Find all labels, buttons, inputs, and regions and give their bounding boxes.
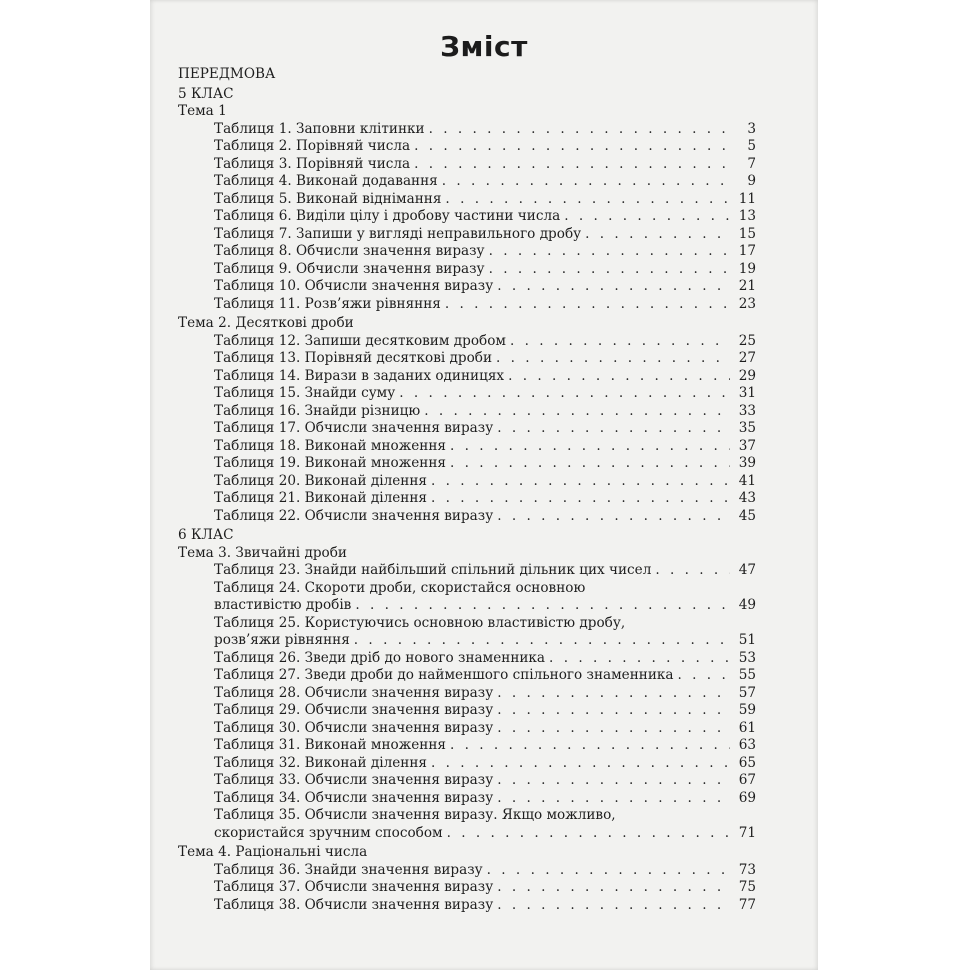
- toc-entry-label: Таблиця 9. Обчисли значення виразу: [214, 260, 485, 277]
- toc-entry-label: Таблиця 12. Запиши десятковим дробом: [214, 332, 506, 349]
- toc-entry-label: Таблиця 34. Обчисли значення виразу: [214, 789, 494, 806]
- dot-leader: [497, 720, 730, 738]
- preface-heading: ПЕРЕДМОВА: [178, 66, 276, 82]
- page-number: 7: [747, 155, 756, 172]
- page-number: 21: [738, 278, 756, 294]
- toc-entry: [178, 632, 756, 650]
- toc-entry-text: Таблиця 24. Скороти дроби, скористайся основною: [214, 579, 586, 596]
- toc-entry-label: Таблиця 3. Порівняй числа: [214, 155, 411, 172]
- toc-entry-label: Таблиця 13. Порівняй десяткові дроби: [214, 350, 493, 366]
- toc-entry: [178, 121, 756, 139]
- table-of-contents: [178, 66, 756, 914]
- toc-entry-label: Таблиця 11. Розв’яжи рівняння: [214, 295, 441, 312]
- dot-leader: [497, 278, 730, 296]
- page-number: 15: [738, 225, 756, 242]
- dot-leader: [414, 138, 730, 156]
- toc-entry-label: Таблиця 27. Зведи дроби до найменшого спільного знаменника: [214, 667, 674, 683]
- page-number: 29: [738, 367, 756, 384]
- toc-entry-label: Таблиця 32. Виконай ділення: [214, 754, 427, 771]
- toc-entry: [178, 562, 756, 580]
- toc-entry: [178, 737, 756, 755]
- page-number: 55: [738, 667, 756, 683]
- page-number: 5: [747, 138, 756, 154]
- page-number: 75: [738, 879, 756, 895]
- dot-leader: [414, 156, 730, 174]
- toc-entry: [178, 350, 756, 368]
- dot-leader: [510, 333, 730, 351]
- dot-leader: [431, 755, 730, 773]
- toc-entry-label: Таблиця 1. Заповни клітинки: [214, 120, 425, 137]
- dot-leader: [497, 897, 730, 915]
- toc-entry-label: Таблиця 20. Виконай ділення: [214, 472, 427, 489]
- toc-entry: [178, 862, 756, 880]
- dot-leader: [489, 243, 730, 261]
- dot-leader: [489, 261, 730, 279]
- toc-entry-label: Таблиця 22. Обчисли значення виразу: [214, 507, 494, 524]
- page-number: 69: [738, 789, 756, 806]
- toc-entry-label: Таблиця 38. Обчисли значення виразу: [214, 896, 494, 913]
- page-number: 9: [747, 173, 756, 189]
- page-number: 41: [738, 472, 756, 489]
- toc-entry-label: Таблиця 26. Зведи дріб до нового знаменника: [214, 649, 546, 666]
- toc-entry-label: Таблиця 5. Виконай віднімання: [214, 190, 442, 207]
- dot-leader: [497, 508, 730, 526]
- toc-entry: [178, 173, 756, 191]
- toc-entry-label: Таблиця 23. Знайди найбільший спільний дільник цих чисел: [214, 562, 652, 578]
- toc-entry: [178, 296, 756, 314]
- dot-leader: [399, 385, 730, 403]
- toc-entry: [178, 650, 756, 668]
- toc-entry-label: скористайся зручним способом: [214, 824, 443, 841]
- toc-entry: [178, 772, 756, 790]
- page-number: 51: [738, 632, 756, 648]
- toc-entry-label: Таблиця 36. Знайди значення виразу: [214, 861, 483, 878]
- topic-heading: Тема 2. Десяткові дроби: [178, 315, 354, 331]
- page-number: 67: [738, 772, 756, 788]
- dot-leader: [424, 403, 730, 421]
- page-number: 45: [738, 507, 756, 524]
- dot-leader: [497, 702, 730, 720]
- page-number: 61: [738, 719, 756, 736]
- page-number: 71: [738, 824, 756, 841]
- toc-entry-label: Таблиця 10. Обчисли значення виразу: [214, 278, 494, 294]
- toc-entry: [178, 208, 756, 226]
- grade-heading: 5 КЛАС: [178, 85, 234, 102]
- toc-entry-label: Таблиця 21. Виконай ділення: [214, 490, 427, 506]
- page-number: 59: [738, 702, 756, 718]
- toc-entry: [178, 720, 756, 738]
- dot-leader: [497, 420, 730, 438]
- dot-leader: [442, 173, 730, 191]
- toc-entry: [178, 368, 756, 386]
- page-number: 3: [747, 120, 756, 137]
- dot-leader: [445, 296, 730, 314]
- toc-entry: [178, 473, 756, 491]
- toc-entry-label: Таблиця 28. Обчисли значення виразу: [214, 684, 494, 701]
- toc-entry-label: Таблиця 7. Запиши у вигляді неправильного дробу: [214, 225, 582, 242]
- toc-entry: [178, 191, 756, 209]
- page-number: 13: [738, 208, 756, 224]
- toc-entry: [178, 879, 756, 897]
- dot-leader: [678, 667, 730, 685]
- page-number: 47: [738, 562, 756, 578]
- toc-entry: [178, 897, 756, 915]
- toc-entry: [178, 261, 756, 279]
- toc-entry: [178, 455, 756, 473]
- dot-leader: [497, 879, 730, 897]
- page-number: 49: [738, 597, 756, 613]
- toc-entry: [178, 226, 756, 244]
- toc-entry-label: Таблиця 16. Знайди різницю: [214, 402, 421, 419]
- dot-leader: [655, 562, 730, 580]
- page-title: Зміст: [440, 30, 528, 63]
- toc-entry-label: Таблиця 33. Обчисли значення виразу: [214, 772, 494, 788]
- page-number: 31: [738, 385, 756, 401]
- toc-entry: [178, 702, 756, 720]
- page-number: 17: [738, 243, 756, 259]
- dot-leader: [450, 737, 730, 755]
- page-number: 25: [738, 332, 756, 349]
- toc-entry: [178, 138, 756, 156]
- dot-leader: [355, 597, 730, 615]
- toc-entry-label: Таблиця 37. Обчисли значення виразу: [214, 879, 494, 895]
- toc-entry: [178, 825, 756, 843]
- dot-leader: [445, 191, 730, 209]
- toc-entry: [178, 490, 756, 508]
- toc-entry-label: Таблиця 18. Виконай множення: [214, 437, 446, 454]
- dot-leader: [450, 455, 730, 473]
- toc-entry-label: Таблиця 4. Виконай додавання: [214, 173, 438, 189]
- dot-leader: [447, 825, 730, 843]
- toc-entry-label: Таблиця 15. Знайди суму: [214, 385, 396, 401]
- toc-entry-label: Таблиця 30. Обчисли значення виразу: [214, 719, 494, 736]
- toc-body: [178, 86, 756, 915]
- toc-entry: [178, 508, 756, 526]
- dot-leader: [497, 685, 730, 703]
- toc-entry-label: розв’яжи рівняння: [214, 632, 350, 648]
- page-number: 73: [738, 861, 756, 878]
- toc-entry: [178, 156, 756, 174]
- toc-entry: [178, 755, 756, 773]
- page-number: 23: [738, 295, 756, 312]
- topic-heading: Тема 3. Звичайні дроби: [178, 544, 347, 561]
- page-number: 19: [738, 260, 756, 277]
- page-number: 11: [738, 190, 756, 207]
- dot-leader: [497, 790, 730, 808]
- toc-entry: [178, 597, 756, 615]
- dot-leader: [508, 368, 730, 386]
- toc-entry: [178, 790, 756, 808]
- toc-entry-label: Таблиця 2. Порівняй числа: [214, 138, 411, 154]
- toc-entry-label: Таблиця 6. Виділи цілу і дробову частини числа: [214, 208, 561, 224]
- toc-entry-label: Таблиця 31. Виконай множення: [214, 737, 446, 753]
- toc-entry: [178, 243, 756, 261]
- dot-leader: [564, 208, 730, 226]
- toc-entry: [178, 333, 756, 351]
- page-number: 27: [738, 350, 756, 366]
- toc-entry: [178, 667, 756, 685]
- page-number: 77: [738, 896, 756, 913]
- dot-leader: [354, 632, 730, 650]
- toc-entry: [178, 420, 756, 438]
- toc-entry: [178, 438, 756, 456]
- dot-leader: [431, 473, 730, 491]
- grade-heading: 6 КЛАС: [178, 527, 234, 543]
- toc-entry-text: Таблиця 35. Обчисли значення виразу. Якщо можливо,: [214, 807, 616, 823]
- dot-leader: [585, 226, 730, 244]
- toc-entry-label: Таблиця 8. Обчисли значення виразу: [214, 243, 485, 259]
- dot-leader: [429, 121, 730, 139]
- toc-entry: [178, 403, 756, 421]
- page-number: 43: [738, 490, 756, 506]
- page-number: 35: [738, 420, 756, 436]
- toc-entry: [178, 278, 756, 296]
- page-number: 57: [738, 684, 756, 701]
- topic-heading: Тема 4. Раціональні числа: [178, 844, 368, 860]
- toc-entry-label: властивістю дробів: [214, 597, 352, 613]
- toc-entry-label: Таблиця 29. Обчисли значення виразу: [214, 702, 494, 718]
- dot-leader: [487, 862, 730, 880]
- dot-leader: [431, 490, 730, 508]
- toc-entry-label: Таблиця 19. Виконай множення: [214, 455, 446, 471]
- page-number: 65: [738, 754, 756, 771]
- page-number: 63: [738, 737, 756, 753]
- toc-entry-label: Таблиця 14. Вирази в заданих одиницях: [214, 367, 505, 384]
- dot-leader: [497, 772, 730, 790]
- page-number: 53: [738, 649, 756, 666]
- dot-leader: [549, 650, 730, 668]
- page-number: 37: [738, 437, 756, 454]
- page-number: 33: [738, 402, 756, 419]
- page-number: 39: [738, 455, 756, 471]
- toc-entry: [178, 685, 756, 703]
- toc-entry: [178, 385, 756, 403]
- dot-leader: [450, 438, 730, 456]
- topic-heading: Тема 1: [178, 103, 227, 119]
- toc-entry-label: Таблиця 17. Обчисли значення виразу: [214, 420, 494, 436]
- toc-entry-text: Таблиця 25. Користуючись основною властивістю дробу,: [214, 614, 626, 631]
- dot-leader: [496, 350, 730, 368]
